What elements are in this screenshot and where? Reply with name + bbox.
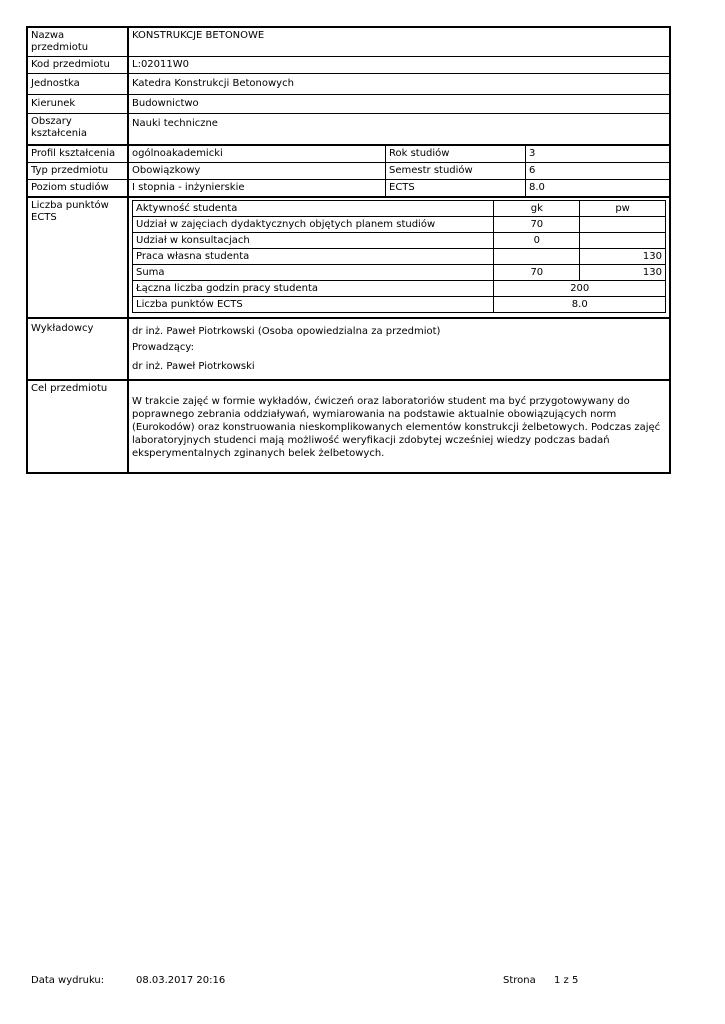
label-goal: Cel przedmiotu bbox=[28, 381, 129, 472]
ects-points-value: 8.0 bbox=[494, 297, 666, 313]
label-lecturers: Wykładowcy bbox=[28, 319, 129, 379]
label-profile: Profil kształcenia bbox=[28, 146, 129, 162]
row-field bbox=[28, 95, 669, 114]
row-areas bbox=[28, 114, 669, 146]
label-course-name: Nazwa przedmiotu bbox=[28, 28, 129, 56]
value-semester: 6 bbox=[529, 165, 536, 176]
value-field: Budownictwo bbox=[132, 98, 199, 109]
lecturers-block bbox=[129, 319, 669, 379]
ects-gk bbox=[494, 249, 580, 265]
ects-activity: Suma bbox=[133, 265, 494, 281]
row-level bbox=[28, 180, 669, 198]
label-year: Rok studiów bbox=[386, 146, 526, 162]
page-label: Strona bbox=[503, 975, 536, 986]
row-course-code bbox=[28, 57, 669, 74]
goal-text: W trakcie zajęć w formie wykładów, ćwiczeń oraz laboratoriów student ma być przygotowywany do poprawnego zebrania oddziaływań, wymiarowania na podstawie aktualnie obowiązujących norm (Eurokodów) oraz konstruowania nieskomplikowanych elementów konstrukcji żelbetowych. Podczas zajęć laboratoryjnych studenci mają możliwość weryfikacji zdobytej wcześniej wiedzy podczas badań eksperymentalnych zginanych belek żelbetowych. bbox=[132, 396, 661, 459]
ects-gk: 70 bbox=[494, 265, 580, 281]
row-lecturers bbox=[28, 319, 669, 381]
row-unit bbox=[28, 74, 669, 95]
instructor-name: dr inż. Paweł Piotrkowski bbox=[132, 361, 255, 372]
ects-table-wrap bbox=[129, 198, 669, 317]
table-row bbox=[133, 249, 666, 265]
ects-header-activity: Aktywność studenta bbox=[133, 201, 494, 217]
row-goal bbox=[28, 381, 669, 472]
ects-header-gk: gk bbox=[494, 201, 580, 217]
ects-header-row bbox=[133, 201, 666, 217]
ects-points-row bbox=[133, 297, 666, 313]
value-course-name: KONSTRUKCJE BETONOWE bbox=[132, 30, 265, 41]
instructors-label: Prowadzący: bbox=[132, 342, 194, 353]
label-level: Poziom studiów bbox=[28, 180, 129, 196]
value-areas: Nauki techniczne bbox=[132, 118, 218, 129]
lecturer-main: dr inż. Paweł Piotrkowski (Osoba opowiedzialna za przedmiot) bbox=[132, 326, 441, 337]
ects-activity: Udział w zajęciach dydaktycznych objętych planem studiów bbox=[133, 217, 494, 233]
label-unit: Jednostka bbox=[28, 74, 129, 94]
table-row bbox=[133, 265, 666, 281]
ects-gk: 70 bbox=[494, 217, 580, 233]
table-row bbox=[133, 217, 666, 233]
value-ects: 8.0 bbox=[529, 182, 545, 193]
value-level: I stopnia - inżynierskie bbox=[129, 180, 386, 196]
value-profile: ogólnoakademicki bbox=[129, 146, 386, 162]
ects-pw bbox=[580, 233, 666, 249]
label-ects-points: Liczba punktów ECTS bbox=[28, 198, 129, 317]
ects-table bbox=[132, 200, 666, 313]
course-card bbox=[26, 26, 671, 474]
row-profile bbox=[28, 146, 669, 163]
label-type: Typ przedmiotu bbox=[28, 163, 129, 179]
page-number: 1 z 5 bbox=[554, 975, 579, 986]
ects-header-pw: pw bbox=[580, 201, 666, 217]
row-course-name bbox=[28, 28, 669, 57]
table-row bbox=[133, 233, 666, 249]
label-semester: Semestr studiów bbox=[386, 163, 526, 179]
label-areas: Obszary kształcenia bbox=[28, 114, 129, 144]
ects-total-hours-value: 200 bbox=[494, 281, 666, 297]
ects-pw: 130 bbox=[580, 265, 666, 281]
ects-activity: Udział w konsultacjach bbox=[133, 233, 494, 249]
ects-total-hours-row bbox=[133, 281, 666, 297]
value-course-code: L:02011W0 bbox=[132, 59, 190, 70]
value-type: Obowiązkowy bbox=[129, 163, 386, 179]
ects-points-label: Liczba punktów ECTS bbox=[133, 297, 494, 313]
label-course-code: Kod przedmiotu bbox=[28, 57, 129, 73]
ects-gk: 0 bbox=[494, 233, 580, 249]
label-field: Kierunek bbox=[28, 95, 129, 113]
ects-pw: 130 bbox=[580, 249, 666, 265]
ects-pw bbox=[580, 217, 666, 233]
print-date-label: Data wydruku: bbox=[31, 975, 105, 986]
label-ects: ECTS bbox=[386, 180, 526, 196]
ects-activity: Praca własna studenta bbox=[133, 249, 494, 265]
row-type bbox=[28, 163, 669, 180]
ects-total-hours-label: Łączna liczba godzin pracy studenta bbox=[133, 281, 494, 297]
value-unit: Katedra Konstrukcji Betonowych bbox=[132, 78, 294, 89]
row-ects-points bbox=[28, 198, 669, 319]
print-date-value: 08.03.2017 20:16 bbox=[136, 975, 226, 986]
value-year: 3 bbox=[529, 148, 536, 159]
